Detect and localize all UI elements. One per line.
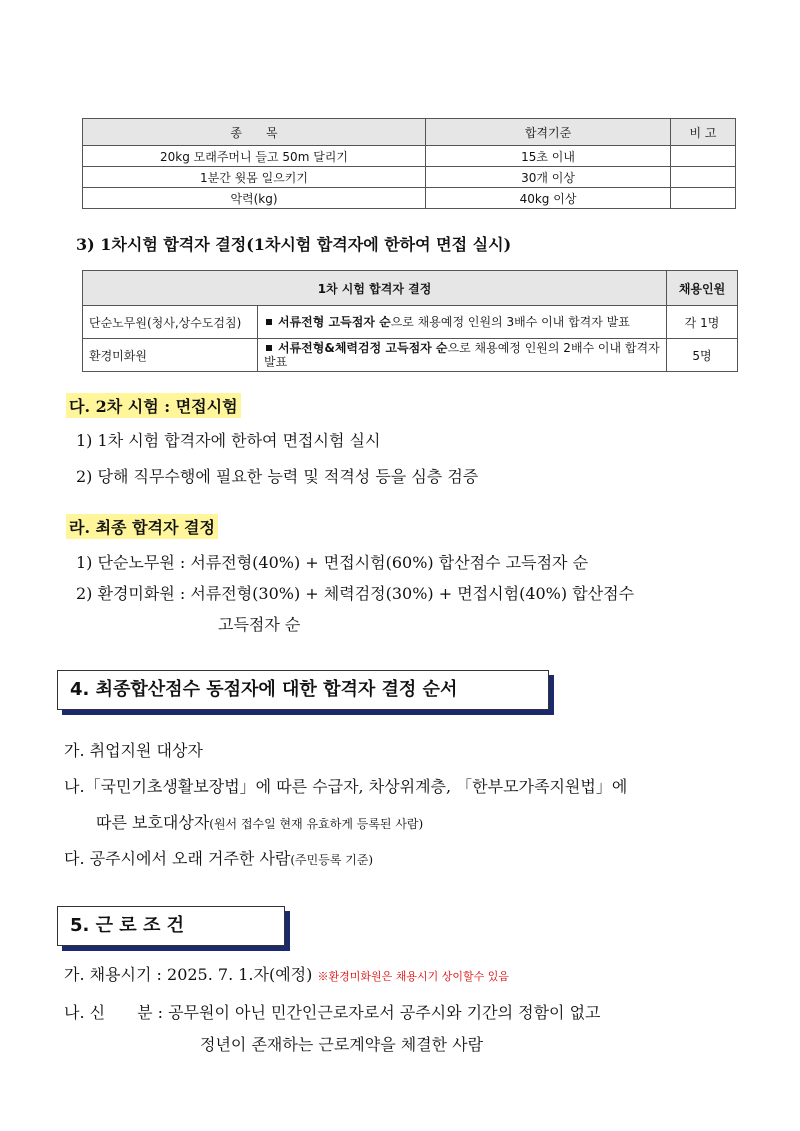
bullet-icon <box>266 345 272 351</box>
list-item: 2) 환경미화원 : 서류전형(30%) + 체력검정(30%) + 면접시험(40%) 합산점수 <box>76 584 635 603</box>
item-text: 다. 공주시에서 오래 거주한 사람 <box>64 849 291 868</box>
table-cell: 악력(kg) <box>83 188 426 209</box>
table-cell: 40kg 이상 <box>426 188 671 209</box>
table-row <box>83 306 738 339</box>
table-cell: 20kg 모래주머니 들고 50m 달리기 <box>83 146 426 167</box>
column-header: 채용인원 <box>667 271 738 306</box>
count-cell: 각 1명 <box>667 306 738 339</box>
list-item: 나.「국민기초생활보장법」에 따른 수급자, 차상위계층, 「한부모가족지원법」에 <box>64 777 628 796</box>
table-row <box>83 339 738 372</box>
table-cell: 30개 이상 <box>426 167 671 188</box>
criteria-cell <box>258 306 667 339</box>
item-text: 따른 보호대상자 <box>96 813 210 832</box>
section-title-box: 4. 최종합산점수 동점자에 대한 합격자 결정 순서 <box>57 670 549 710</box>
list-item: 나. 신 분 : 공무원이 아닌 민간인근로자로서 공주시와 기간의 정함이 없고 <box>64 1003 601 1022</box>
table-cell <box>671 146 736 167</box>
table-cell: 1분간 윗몸 일으키기 <box>83 167 426 188</box>
criteria-bold: 서류전형&체력검정 고득점자 순 <box>278 341 448 355</box>
column-header: 종 목 <box>83 119 426 146</box>
criteria-text: 으로 채용예정 인원의 2배수 이내 합격자 발표 <box>264 341 660 369</box>
note-text: ※환경미화원은 채용시기 상이할수 있음 <box>317 970 509 983</box>
list-item-continuation <box>96 810 423 833</box>
section-heading: 다. 2차 시험 : 면접시험 <box>66 393 241 418</box>
criteria-bold: 서류전형 고득점자 순 <box>278 315 391 329</box>
item-note: (주민등록 기준) <box>290 853 374 867</box>
list-item <box>64 846 373 869</box>
count-cell: 5명 <box>667 339 738 372</box>
criteria-text: 으로 채용예정 인원의 3배수 이내 합격자 발표 <box>390 315 630 329</box>
list-item-continuation: 고득점자 순 <box>218 615 301 634</box>
table-header-row <box>83 119 736 146</box>
job-cell: 환경미화원 <box>83 339 258 372</box>
column-header: 1차 시험 합격자 결정 <box>83 271 667 306</box>
table-header-row <box>83 271 738 306</box>
list-item: 가. 취업지원 대상자 <box>64 741 203 760</box>
section-heading: 라. 최종 합격자 결정 <box>66 514 218 539</box>
section-title-box: 5. 근 로 조 건 <box>57 906 285 946</box>
criteria-cell <box>258 339 667 372</box>
job-cell: 단순노무원(청사,상수도검침) <box>83 306 258 339</box>
table-cell <box>671 167 736 188</box>
section-heading: 3) 1차시험 합격자 결정(1차시험 합격자에 한하여 면접 실시) <box>76 235 512 254</box>
table-cell <box>671 188 736 209</box>
table-row <box>83 167 736 188</box>
column-header: 비 고 <box>671 119 736 146</box>
column-header: 합격기준 <box>426 119 671 146</box>
list-item: 2) 당해 직무수행에 필요한 능력 및 적격성 등을 심층 검증 <box>76 467 479 486</box>
item-text: 가. 채용시기 : 2025. 7. 1.자(예정) <box>64 965 313 984</box>
table-row <box>83 188 736 209</box>
item-note: (원서 접수일 현재 유효하게 등록된 사람) <box>209 817 424 831</box>
first-stage-result-table <box>82 270 738 372</box>
bullet-icon <box>266 319 272 325</box>
list-item: 1) 1차 시험 합격자에 한하여 면접시험 실시 <box>76 431 381 450</box>
table-cell: 15초 이내 <box>426 146 671 167</box>
table-row <box>83 146 736 167</box>
list-item: 1) 단순노무원 : 서류전형(40%) + 면접시험(60%) 합산점수 고득점자 순 <box>76 553 589 572</box>
fitness-criteria-table <box>82 118 736 209</box>
list-item <box>64 962 509 985</box>
list-item-continuation: 정년이 존재하는 근로계약을 체결한 사람 <box>200 1035 484 1054</box>
